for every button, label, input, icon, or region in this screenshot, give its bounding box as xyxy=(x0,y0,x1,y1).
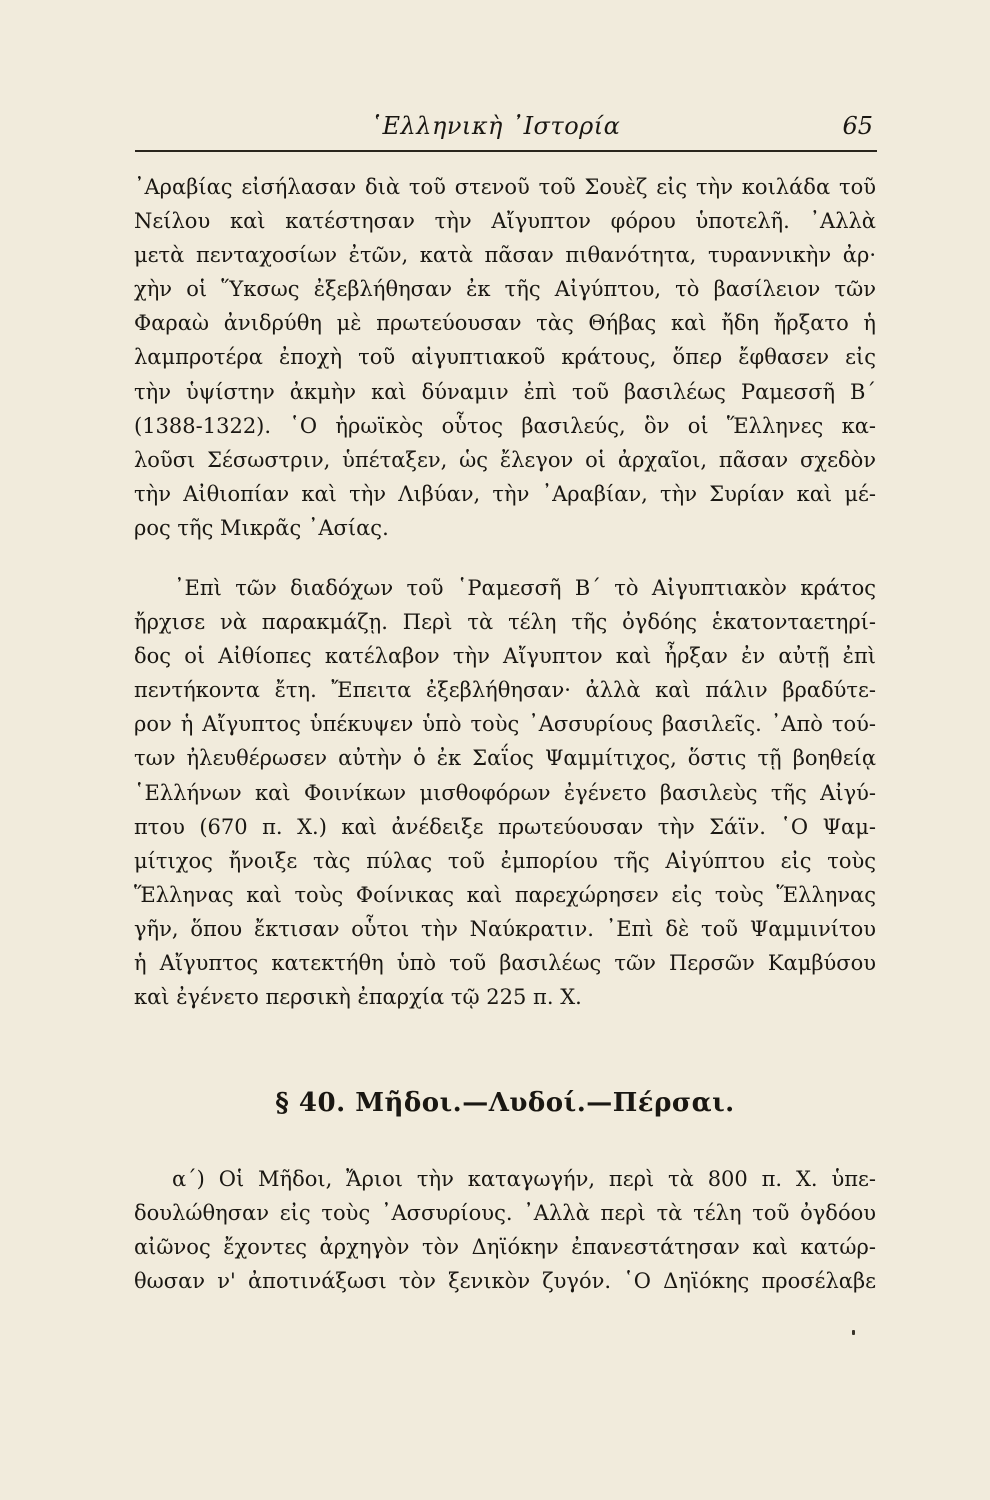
section-heading: § 40. Μῆδοι.—Λυδοί.—Πέρσαι. xyxy=(275,1088,735,1118)
paragraph-3 xyxy=(134,1162,876,1298)
text-line: τὴν Αἰθιοπίαν καὶ τὴν Λιβύαν, τὴν ᾿Αραβίαν, τὴν Συρίαν καὶ μέ- xyxy=(134,481,876,506)
paragraph-2 xyxy=(134,571,876,1014)
text-line: πεντήκοντα ἔτη. Ἔπειτα ἐξεβλήθησαν· ἀλλὰ καὶ πάλιν βραδύτε- xyxy=(134,678,876,703)
text-line: γῆν, ὅπου ἔκτισαν οὗτοι τὴν Ναύκρατιν. ᾿Επὶ δὲ τοῦ Ψαμμινίτου xyxy=(134,916,876,941)
text-line: ᾿Αραβίας εἰσήλασαν διὰ τοῦ στενοῦ τοῦ Σουὲζ εἰς τὴν κοιλάδα τοῦ xyxy=(134,175,876,199)
header-rule xyxy=(135,150,877,152)
paper-speck xyxy=(852,1330,855,1335)
text-line: αἰῶνος ἔχοντες ἀρχηγὸν τὸν Δηϊόκην ἐπανεστάτησαν καὶ κατώρ- xyxy=(134,1235,876,1260)
page-number: 65 xyxy=(842,112,873,140)
text-line: α΄) Οἱ Μῆδοι, Ἄριοι τὴν καταγωγήν, περὶ τὰ 800 π. Χ. ὑπε- xyxy=(172,1167,876,1191)
text-line: ἤρχισε νὰ παρακμάζῃ. Περὶ τὰ τέλη τῆς ὀγδόης ἑκατονταετηρί- xyxy=(134,610,876,635)
text-line: Ἕλληνας καὶ τοὺς Φοίνικας καὶ παρεχώρησεν εἰς τοὺς Ἕλληνας xyxy=(134,882,876,907)
text-line: δος οἱ Αἰθίοπες κατέλαβον τὴν Αἴγυπτον καὶ ἦρξαν ἐν αὐτῇ ἐπὶ xyxy=(134,644,876,669)
text-line: δουλώθησαν εἰς τοὺς ᾿Ασσυρίους. ᾿Αλλὰ περὶ τὰ τέλη τοῦ ὀγδόου xyxy=(134,1201,876,1226)
text-line: ἡ Αἴγυπτος κατεκτήθη ὑπὸ τοῦ βασιλέως τῶν Περσῶν Καμβύσου xyxy=(134,951,876,976)
text-line: λαμπροτέρα ἐποχὴ τοῦ αἰγυπτιακοῦ κράτους, ὅπερ ἔφθασεν εἰς xyxy=(134,345,876,370)
text-line: (1388-1322). ῾Ο ἡρωϊκὸς οὗτος βασιλεύς, ὃν οἱ Ἕλληνες κα- xyxy=(134,413,876,438)
text-line: των ἠλευθέρωσεν αὐτὴν ὁ ἐκ Σαΐος Ψαμμίτιχος, ὅστις τῇ βοηθείᾳ xyxy=(134,746,876,771)
text-line: χὴν οἱ Ὕκσως ἐξεβλήθησαν ἐκ τῆς Αἰγύπτου, τὸ βασίλειον τῶν xyxy=(134,277,876,302)
text-line: ρος τῆς Μικρᾶς ᾿Ασίας. xyxy=(134,515,389,540)
text-line: μετὰ πενταχοσίων ἐτῶν, κατὰ πᾶσαν πιθανότητα, τυραννικὴν ἀρ· xyxy=(134,243,876,268)
text-line: λοῦσι Σέσωστριν, ὑπέταξεν, ὡς ἔλεγον οἱ ἀρχαῖοι, πᾶσαν σχεδὸν xyxy=(134,447,876,472)
text-line: μίτιχος ἤνοιξε τὰς πύλας τοῦ ἐμπορίου τῆς Αἰγύπτου εἰς τοὺς xyxy=(134,848,876,873)
text-line: καὶ ἐγένετο περσικὴ ἐπαρχία τῷ 225 π. Χ. xyxy=(134,985,582,1010)
text-line: ῾Ελλήνων καὶ Φοινίκων μισθοφόρων ἐγένετο βασιλεὺς τῆς Αἰγύ- xyxy=(134,780,876,805)
text-line: Φαραὼ ἀνιδρύθη μὲ πρωτεύουσαν τὰς Θήβας καὶ ἤδη ἤρξατο ἡ xyxy=(134,311,876,336)
text-line: ρον ἡ Αἴγυπτος ὑπέκυψεν ὑπὸ τοὺς ᾿Ασσυρίους βασιλεῖς. ᾿Απὸ τού- xyxy=(134,712,876,737)
text-line: πτου (670 π. Χ.) καὶ ἀνέδειξε πρωτεύουσαν τὴν Σάϊν. ῾Ο Ψαμ- xyxy=(134,814,876,839)
text-line: θωσαν ν' ἀποτινάξωσι τὸν ξενικὸν ζυγόν. ῾Ο Δηϊόκης προσέλαβε xyxy=(134,1269,876,1294)
running-head xyxy=(135,112,877,152)
text-line: ᾿Επὶ τῶν διαδόχων τοῦ ῾Ραμεσσῆ Β΄ τὸ Αἰγυπτιακὸν κράτος xyxy=(174,576,876,600)
paragraph-1 xyxy=(134,170,876,545)
running-head-title: ῾Ελληνικὴ ᾿Ιστορία xyxy=(370,112,621,140)
text-line: Νείλου καὶ κατέστησαν τὴν Αἴγυπτον φόρου ὑποτελῆ. ᾿Αλλὰ xyxy=(134,209,876,234)
text-line: τὴν ὑψίστην ἀκμὴν καὶ δύναμιν ἐπὶ τοῦ βασιλέως Ραμεσσῆ Β΄ xyxy=(134,379,876,404)
